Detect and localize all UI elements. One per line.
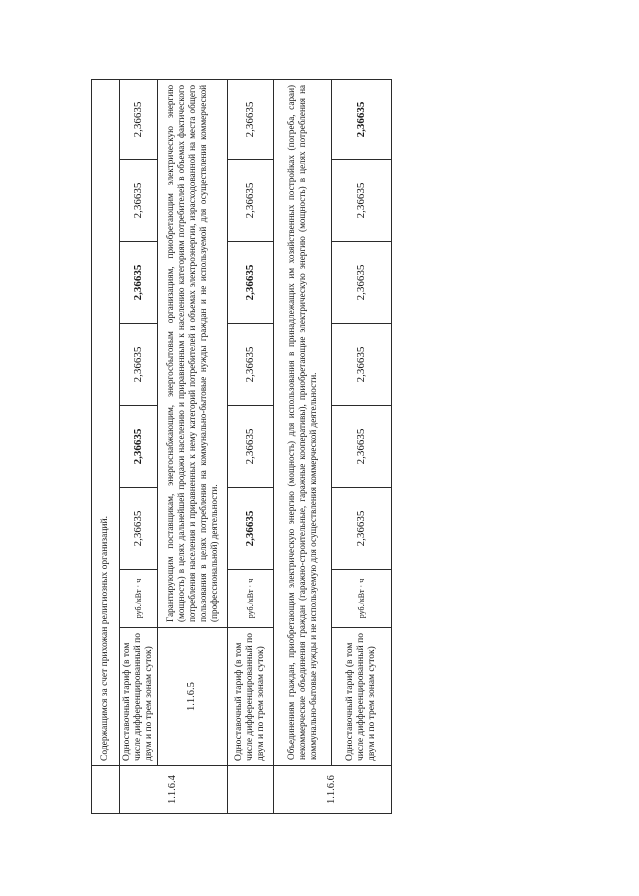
value-cell: 2,36635 bbox=[228, 242, 274, 324]
unit-cell: руб./кВт · ч bbox=[332, 570, 392, 628]
category-row bbox=[274, 79, 332, 813]
value-cell: 2,36635 bbox=[228, 488, 274, 570]
value-cell: 2,36635 bbox=[332, 160, 392, 242]
value-cell: 2,36635 bbox=[120, 242, 158, 324]
value-cell: 2,36635 bbox=[228, 160, 274, 242]
section-header-text: Содержащимся за счет прихожан религиозных организаций. bbox=[92, 79, 120, 765]
value-cell: 2,36635 bbox=[228, 79, 274, 159]
unit-cell: руб./кВт · ч bbox=[228, 570, 274, 628]
value-cell: 2,36635 bbox=[228, 406, 274, 488]
table-row bbox=[332, 79, 392, 813]
table-row bbox=[228, 79, 274, 813]
value-cell: 2,36635 bbox=[332, 324, 392, 406]
category-text: Объединениям граждан, приобретающим электрическую энергию (мощность) для использования в принадлежащих им хозяйственных постройках (погреба, сараи) некоммерческие объединения граждан (гаражно-строительные, гаражные кооперативы), приобретающие электрическую энергию (мощность) в целях потребления на коммунально-бытовые нужды и не используемую для осуществления коммерческой деятельности. bbox=[274, 79, 332, 765]
value-cell: 2,36635 bbox=[120, 488, 158, 570]
value-cell: 2,36635 bbox=[332, 406, 392, 488]
value-cell: 2,36635 bbox=[228, 324, 274, 406]
value-cell: 2,36635 bbox=[332, 242, 392, 324]
tariff-description: Одноставочный тариф (в том числе дифференцированный по двум и по трем зонам суток) bbox=[228, 628, 274, 766]
value-cell: 2,36635 bbox=[120, 160, 158, 242]
table-row bbox=[120, 79, 158, 813]
value-cell: 2,36635 bbox=[120, 79, 158, 159]
tariff-description: Одноставочный тариф (в том числе дифференцированный по двум и по трем зонам суток) bbox=[120, 628, 158, 766]
section-header-row bbox=[92, 79, 120, 813]
value-cell: 2,36635 bbox=[120, 406, 158, 488]
row-code: 1.1.6.4 bbox=[120, 766, 228, 814]
category-text: Гарантирующим поставщикам, энергоснабжающим, энергосбытовым организациям, приобретающим электрическую энергию (мощность) в целях дальнейшей продажи населению и приравненным к населению категориям потребителей в объемах фактического потребления населения и приравненных к нему категорий потребителей и объемах электроэнергии, израсходованной на места общего пользования в целях потребления на коммунально-бытовые нужды граждан и не используемой для осуществления коммерческой (профессиональной) деятельности. bbox=[158, 79, 228, 627]
unit-cell: руб./кВт · ч bbox=[120, 570, 158, 628]
row-code: 1.1.6.5 bbox=[158, 628, 228, 766]
tariff-table bbox=[91, 79, 392, 814]
code-cell-empty bbox=[92, 766, 120, 814]
tariff-description: Одноставочный тариф (в том числе дифференцированный по двум и по трем зонам суток) bbox=[332, 628, 392, 766]
category-row bbox=[158, 79, 228, 813]
rotated-tariff-table bbox=[91, 80, 391, 814]
value-cell: 2,36635 bbox=[120, 324, 158, 406]
value-cell: 2,36635 bbox=[332, 488, 392, 570]
code-cell-empty bbox=[228, 766, 274, 814]
value-cell: 2,36635 bbox=[332, 79, 392, 159]
row-code: 1.1.6.6 bbox=[274, 766, 392, 814]
